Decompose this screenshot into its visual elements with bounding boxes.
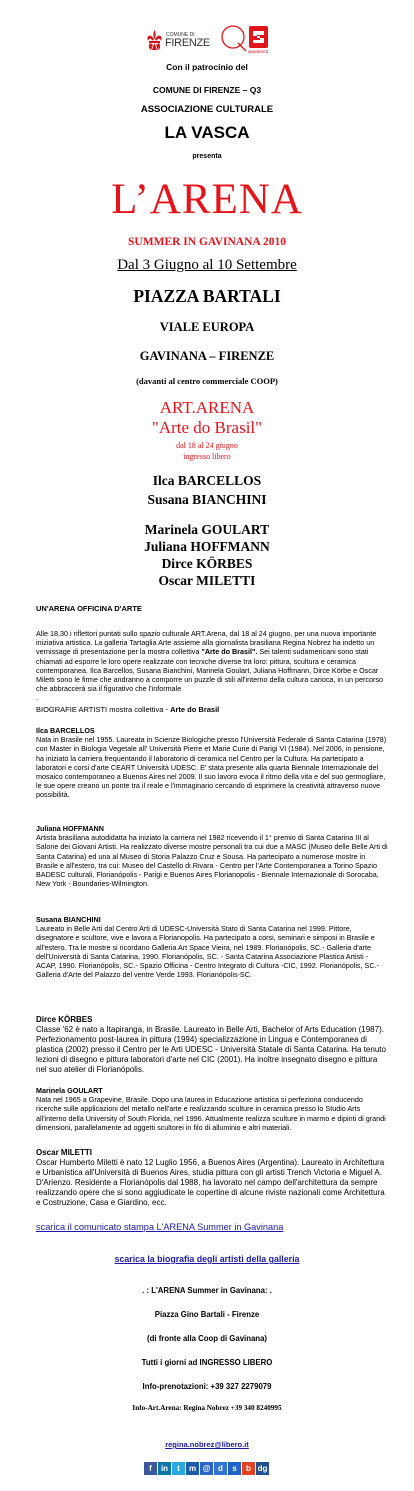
stumble-icon[interactable]: s xyxy=(228,1462,241,1475)
art-dates: dal 18 al 24 giugno xyxy=(176,441,238,450)
bio-text: Laureato in Belle Arti dal Centro Arti di UDESC-Università Stato di Santa Catarina nel 1999. Pittore, disegnatore e scultore, vive e lavora a Florianopolis. Ha partecipato a corsi, seminari e simposi in Brasile e all'estero. Tra le mostre si ricordano Galleria Art Space Vieira, nel 1989. Florianópolis, SC.- Galleria d'arte dell'Università di Santa Catarina, 1990. Florianópolis, SC. - Santa Catarina Associazione Plastica Artisti - ACAP, 1990. Florianópolis, SC.- Spazio Officina - Centro Integrato di Cultura -CIC, 1992. Florianópolis, SC.- Galleria d'Arte del Palazzo del ventre Verde 1993. Florianópolis-SC. xyxy=(36,924,379,980)
intro-heading: UN'ARENA OFFICINA D'ARTE xyxy=(36,604,142,613)
bio-heading-bold: Arte do Brasil xyxy=(170,705,220,714)
artist-name: Susana BIANCHINI xyxy=(147,492,267,507)
event-city: GAVINANA – FIRENZE xyxy=(139,349,275,363)
art-subtitle: "Arte do Brasil" xyxy=(151,418,263,437)
org-name: LA VASCA xyxy=(164,123,250,142)
bio-text: Classe '62 è nato a Itapiranga, in Brasile. Laureato in Belle Arti, Bachelor of Arts Education (1987). Perfezionamento post-laurea in pittura (1994) specializzazione in Lingua e Contemporanea di plastica (2002) presso il Centro per le Arti UDESC - Università Statale di Santa Catarina. Ha tenuto lezioni di disegno e pittura laboratori d'arte nel CIC (2001). Ha inoltre insegnato disegno e pittura nel suo atelier di Florianópolis. xyxy=(36,1025,386,1074)
email-icon[interactable]: @ xyxy=(200,1462,213,1475)
event-title: L’ARENA xyxy=(111,176,303,223)
patronage-line: Con il patrocinio del xyxy=(166,62,248,72)
quartiere-label: quartiere3 xyxy=(248,49,269,54)
bio-name: Ilca BARCELLOS xyxy=(36,726,95,735)
artist-name: Marinela GOULART xyxy=(144,522,270,537)
footer-address: Piazza Gino Bartali - Firenze xyxy=(154,1310,260,1319)
bio-text: Oscar Humberto Miletti è nato 12 Luglio 1956, a Buenos Aires (Argentina). Laureato in Architettura e Urbanistica all'Università di Buenos Aires, studia pittura con gli artisti Trench Victoria e Miguel A. D'Arienzo. Residente a Florianópolis dal 1988, ha lavorato nel campo dell'architettura da sempre realizzando opere che si sono aggiudicate le copertine di alcune riviste nazionali come Architettura e Costruzione, Casa e Giardino, ecc. xyxy=(36,1158,385,1207)
footer-location-note: (di fronte alla Coop di Gavinana) xyxy=(147,1334,267,1343)
intro-text xyxy=(36,629,388,703)
bio-text: Nata nel 1965 a Grapevine, Brasile. Dopo una laurea in Educazione artistica si perfeziona conducendo ricerche sulle applicazioni del metallo nell'arte e realizzando sculture in ceramica presso lo Studio Arts all'interno della University of South Florida, nel 1996. Attualmente realizza sculture in marmo e dipinti di grandi dimensioni, parallelamente ad oggetti scultorei in filo di alluminio e altri materiali. xyxy=(36,1095,386,1132)
event-subtitle: SUMMER IN GAVINANA 2010 xyxy=(128,236,286,248)
bio-item xyxy=(36,824,388,888)
comune-logo xyxy=(146,27,208,53)
bio-item xyxy=(36,1086,388,1132)
event-square: PIAZZA BARTALI xyxy=(133,286,281,306)
footer-entry: Tutti i giorni ad INGRESSO LIBERO xyxy=(141,1358,273,1367)
event-dates: Dal 3 Giugno al 10 Settembre xyxy=(117,257,297,273)
giglio-icon xyxy=(146,29,163,51)
art-entry: ingresso libero xyxy=(183,452,231,461)
bio-name: Juliana HOFFMANN xyxy=(36,824,104,833)
footer-title: . : L'ARENA Summer in Gavinana: . xyxy=(142,1286,272,1295)
myspace-icon[interactable]: m xyxy=(186,1462,199,1475)
event-note: (davanti al centro commerciale COOP) xyxy=(136,376,278,386)
bio-item xyxy=(36,915,388,979)
association-line: ASSOCIAZIONE CULTURALE xyxy=(140,104,274,115)
artist-name: Oscar MILETTI xyxy=(158,573,256,588)
presenta-label: presenta xyxy=(192,153,222,160)
linkedin-icon[interactable]: in xyxy=(158,1462,171,1475)
bio-name: Marinela GOULART xyxy=(36,1086,103,1095)
artist-bio-link[interactable]: scarica la biografia degli artisti della galleria xyxy=(114,1254,300,1264)
bio-text: Nata in Brasile nel 1955. Laureata in Scienze Biologiche presso l'Università Federale di Santa Catarina (1978) con Master in Biologia Vegetale all' Università Pierre et Marie Curie di Parigi VI (1984). Nel 2006, in pensione, ha iniziato la carriera frequentando il laboratorio di ceramica nel Centro per la Cultura. Ha partecipato a laboratori e corsi d'arte CEART Università UDESC. E' stata presente alla quarta Biennale Internazionale del mosaico contemporaneo a Buenos Aires nel 2009. Il suo lavoro evoca il ritmo della vita e del suo germogliare, le sue opere creano un ponte tra il reale e l'immaginario cercando di esprimere la creatività attraverso nuove possibilità. xyxy=(36,735,387,800)
intro-text-after: Sei talenti sudamericani sono stati chiamati ad esporre le loro opere realizzate con tecniche diverse tra loro: pittura, scultura e ceramica contemporanea. Ilca Barcellos, Susana Bianchini, Marinela Goulart, Juliana Hoffmann, Dirce Körbe e Oscar Miletti sono le firme che andranno a comporre un puzzle di stili all'interno della cultura carioca, in un percorso che abbraccerà sia il figurativo che l'informale xyxy=(36,647,383,694)
artist-name: Juliana HOFFMANN xyxy=(144,539,270,554)
bio-item xyxy=(36,1015,388,1075)
footer-contact: Info-Art.Arena: Regina Nobrez +39 340 8240995 xyxy=(132,1404,282,1412)
comune-big-label: FIRENZE xyxy=(165,37,210,49)
event-street: VIALE EUROPA xyxy=(159,320,255,334)
bio-name: Dirce KÖRBES xyxy=(36,1015,93,1024)
footer-phone: Info-prenotazioni: +39 327 2279079 xyxy=(142,1382,272,1391)
bio-item xyxy=(36,1148,388,1208)
email-link[interactable]: regina.nobrez@libero.it xyxy=(165,1440,249,1449)
intro-dot: . xyxy=(36,693,38,703)
quartiere-logo xyxy=(219,22,271,56)
bio-name: Oscar MILETTI xyxy=(36,1148,93,1157)
bio-heading-text: BIOGRAFIE ARTISTI mostra collettiva - xyxy=(36,705,171,714)
artist-name: Dirce KÖRBES xyxy=(161,556,253,571)
comune-small-label: COMUNE DI xyxy=(166,32,195,38)
comune-line: COMUNE DI FIRENZE – Q3 xyxy=(152,85,262,95)
delicious-icon[interactable]: d xyxy=(214,1462,227,1475)
art-title: ART.ARENA xyxy=(159,398,255,417)
intro-text-before: Alle 18,30 i riflettori puntati sullo spazio culturale ART.Arena, dal 18 al 24 giugno, per una nuova importante iniziativa artistica. La galleria Tartaglia Arte assieme alla giornalista brasiliana Regina Nobrez ha indetto un vernissage di presentazione per la mostra collettiva xyxy=(36,629,377,657)
bio-text: Artista brasiliana autodidatta ha iniziato la carriera nel 1982 ricevendo il 1° premio di Santa Catarina III al Salone dei Giovani Artisti. Ha realizzato diverse mostre personali tra cui due a MASC (Museo delle Belle Arti di Santa Catarina) ed una al Museo di Storia Palazzo Cruz e Sousa. Ha partecipato a numerose mostre in Brasile e all'estero, tra cui: Museo del Castello di Rivara - Centro per l'Arte Contemporanea a Torino Spazio BADESC culturali, Florianópolis - Parigi e Buenos Aires Florianopolis - Biennale Internazionale di Sorocaba, New York - Boundaries-Wilmington. xyxy=(36,833,388,889)
bio-heading xyxy=(36,705,219,714)
bio-item xyxy=(36,726,388,800)
social-share-bar xyxy=(0,1462,414,1475)
bio-name: Susana BIANCHINI xyxy=(36,915,101,924)
digg-icon[interactable]: dg xyxy=(257,1464,268,1473)
intro-text-bold: "Arte do Brasil". xyxy=(201,647,258,657)
artist-name: Ilca BARCELLOS xyxy=(152,473,262,488)
twitter-icon[interactable]: t xyxy=(172,1462,185,1475)
blogger-icon[interactable]: b xyxy=(242,1462,255,1475)
facebook-icon[interactable]: f xyxy=(144,1462,157,1475)
press-release-link[interactable]: scarica il comunicato stampa L'ARENA Summer in Gavinana xyxy=(36,1222,284,1232)
